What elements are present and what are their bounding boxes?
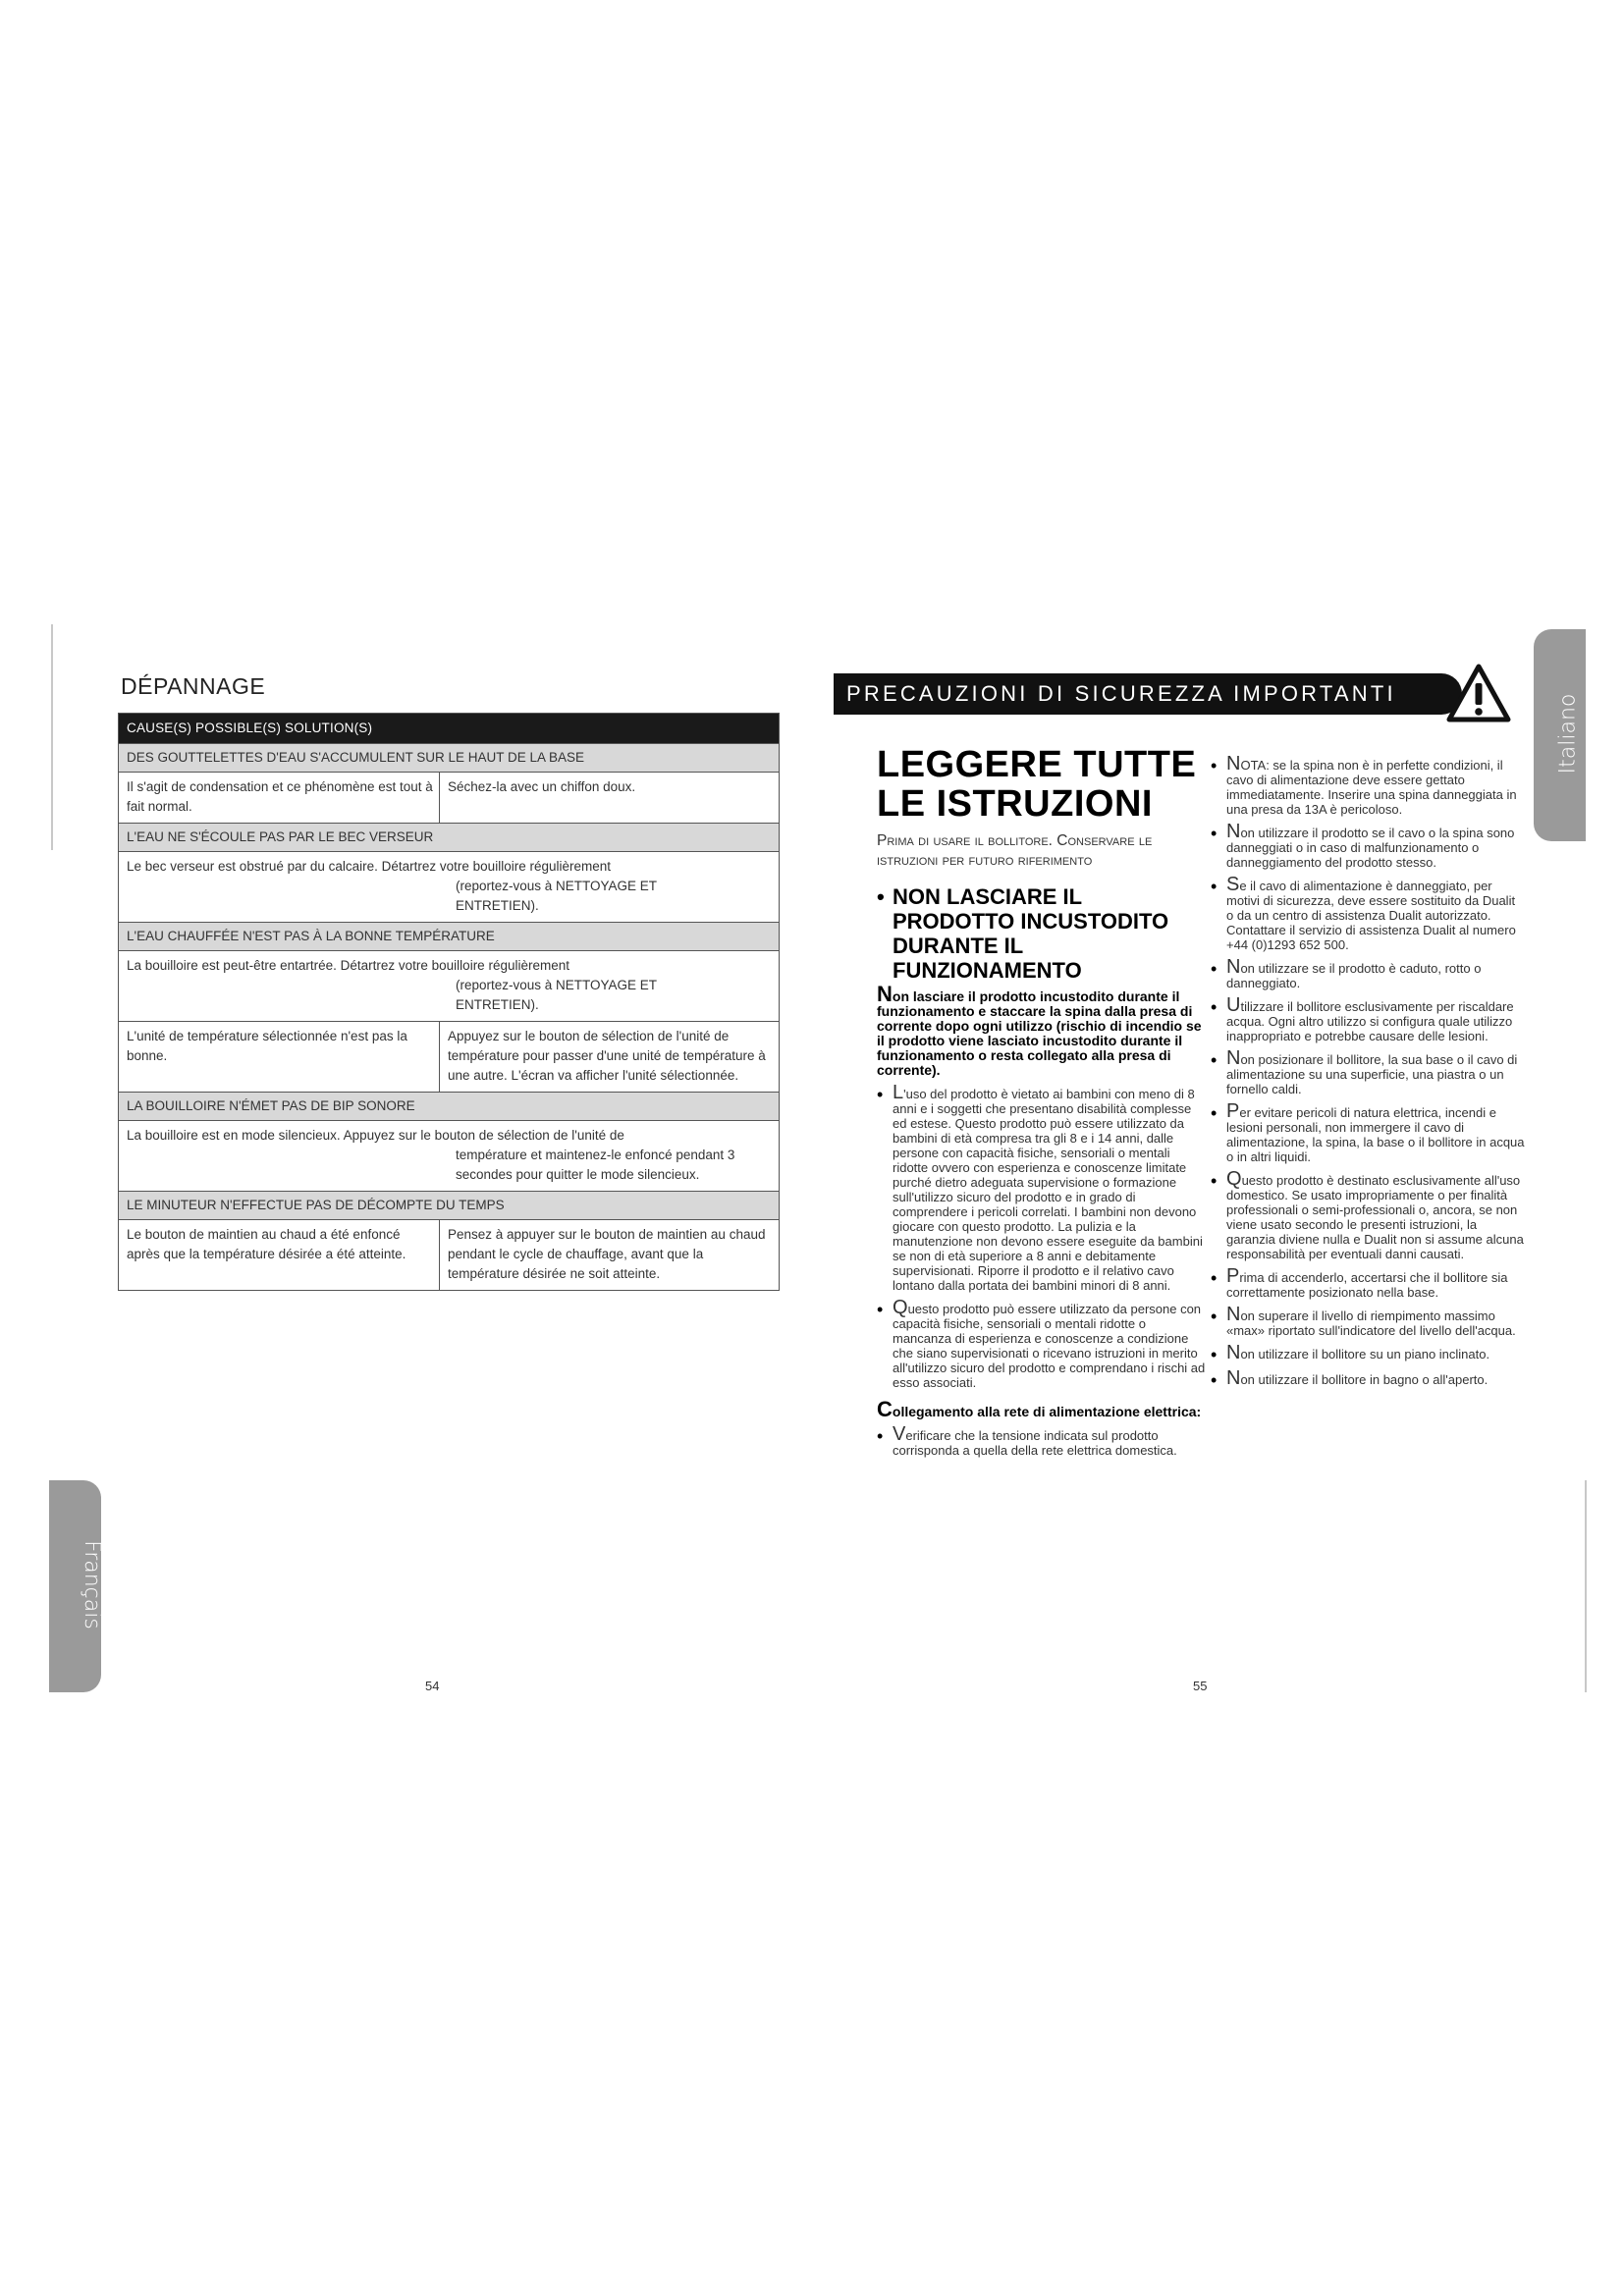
cell-text: (reportez-vous à NETTOYAGE ET bbox=[456, 978, 658, 992]
list-item bbox=[877, 1423, 1206, 1458]
bullet-icon: • bbox=[877, 1426, 884, 1446]
cell-text: La bouilloire est peut-être entartrée. Détartrez votre bouilloire régulièrement bbox=[127, 958, 569, 973]
drop-cap: N bbox=[1226, 1304, 1241, 1325]
bullet-icon: • bbox=[1211, 1307, 1218, 1326]
drop-cap: V bbox=[893, 1423, 906, 1445]
table-row bbox=[119, 1021, 779, 1092]
problem-row: L'EAU CHAUFFÉE N'EST PAS À LA BONNE TEMPÉRATURE bbox=[119, 922, 779, 950]
drop-cap: N bbox=[1226, 1342, 1241, 1363]
list-item bbox=[1211, 994, 1525, 1043]
bullet-icon: • bbox=[1211, 1171, 1218, 1191]
list-item bbox=[877, 1082, 1206, 1293]
bullet-text: erificare che la tensione indicata sul prodotto corrisponda a quella della rete elettrica domestica. bbox=[893, 1428, 1177, 1458]
bullet-icon: • bbox=[1211, 756, 1218, 775]
bullet-icon: • bbox=[877, 1085, 884, 1104]
problem-row: DES GOUTTELETTES D'EAU S'ACCUMULENT SUR LE HAUT DE LA BASE bbox=[119, 743, 779, 772]
bullet-icon: • bbox=[1211, 824, 1218, 843]
bullet-icon: • bbox=[877, 884, 885, 909]
merged-cell bbox=[119, 852, 663, 922]
list-item bbox=[1211, 821, 1525, 870]
bullet-icon: • bbox=[877, 1300, 884, 1319]
bullet-icon: • bbox=[1211, 1268, 1218, 1288]
cause-cell: Le bouton de maintien au chaud a été enfoncé après que la température désirée a été atteinte. bbox=[119, 1220, 440, 1290]
side-tab-francais bbox=[49, 1480, 104, 1692]
right-column-2 bbox=[1211, 753, 1525, 1390]
list-item bbox=[1211, 1304, 1525, 1338]
cell-text: (reportez-vous à NETTOYAGE ET bbox=[456, 879, 658, 893]
page-title: DÉPANNAGE bbox=[121, 673, 266, 699]
drop-cap: Q bbox=[1226, 1168, 1242, 1190]
bullet-text: on posizionare il bollitore, la sua base o il cavo di alimentazione su una superficie, una piastra o un fornello caldi. bbox=[1226, 1052, 1518, 1096]
bullet-text: tilizzare il bollitore esclusivamente per riscaldare acqua. Ogni altro utilizzo si configura quale utilizzo inappropriato e potrebbe causare delle lesioni. bbox=[1226, 999, 1514, 1043]
side-tab-label: Français bbox=[79, 1540, 104, 1629]
table-row bbox=[119, 1120, 779, 1191]
table-row bbox=[119, 1219, 779, 1290]
drop-cap: L bbox=[893, 1082, 904, 1103]
table-header: CAUSE(S) POSSIBLE(S) SOLUTION(S) bbox=[119, 714, 779, 743]
bullet-icon: • bbox=[1211, 1103, 1218, 1123]
drop-cap: C bbox=[877, 1397, 893, 1421]
drop-cap: N bbox=[1226, 821, 1241, 842]
cause-cell: Il s'agit de condensation et ce phénomène est tout à fait normal. bbox=[119, 773, 440, 823]
unattended-heading bbox=[877, 884, 1206, 983]
list-item bbox=[1211, 1342, 1525, 1364]
bullet-text: uesto prodotto può essere utilizzato da persone con capacità fisiche, sensoriali o mentali ridotte o mancanza di esperienza e conoscenze a condizione che siano supervisionati o ricevano istruzioni in merito all'utilizzo sicuro del prodotto e comprendano i rischi ad esso associati. bbox=[893, 1302, 1206, 1390]
cell-text: ENTRETIEN). bbox=[456, 997, 539, 1012]
solution-cell: Séchez-la avec un chiffon doux. bbox=[448, 779, 636, 794]
bullet-text: on superare il livello di riempimento massimo «max» riportato sull'indicatore del livello dell'acqua. bbox=[1226, 1308, 1516, 1338]
bullet-text: uesto prodotto è destinato esclusivamente all'uso domestico. Se usato impropriamente o per finalità professionali o semi-professionali o, ancora, se non viene usato secondo le presenti istruzioni, la garanzia diviene nulla e Dualit non si assume alcuna responsabilità per eventuali danni causati. bbox=[1226, 1173, 1524, 1261]
bullet-text: on utilizzare il bollitore su un piano inclinato. bbox=[1240, 1347, 1490, 1362]
unattended-text bbox=[877, 982, 1206, 1078]
drop-cap: N bbox=[1226, 753, 1241, 774]
page-number: 55 bbox=[1193, 1679, 1208, 1693]
table-row bbox=[119, 851, 779, 922]
bullet-text: er evitare pericoli di natura elettrica, incendi e lesioni personali, non immergere il cavo di alimentazione, la spina, la base o il bollitore in acqua o in altri liquidi. bbox=[1226, 1105, 1525, 1164]
bullet-icon: • bbox=[1211, 877, 1218, 896]
bullet-text: rima di accenderlo, accertarsi che il bollitore sia correttamente posizionato nella base. bbox=[1226, 1270, 1508, 1300]
side-tab-italiano bbox=[1534, 629, 1586, 841]
drop-cap: S bbox=[1226, 874, 1240, 895]
merged-cell bbox=[119, 951, 663, 1021]
bullet-text: on utilizzare se il prodotto è caduto, rotto o danneggiato. bbox=[1226, 961, 1482, 990]
side-tab-label: Italiano bbox=[1555, 693, 1581, 774]
drop-cap: N bbox=[1226, 1367, 1241, 1389]
list-item bbox=[1211, 1047, 1525, 1096]
cell-text: Le bec verseur est obstrué par du calcaire. Détartrez votre bouilloire régulièrement bbox=[127, 859, 611, 874]
bullet-text: OTA: se la spina non è in perfette condizioni, il cavo di alimentazione deve essere gettato immediatamente. Inserire una spina danneggiata in una presa da 13A è pericoloso. bbox=[1226, 758, 1517, 817]
list-item bbox=[1211, 874, 1525, 952]
drop-cap: P bbox=[1226, 1265, 1240, 1287]
unattended-heading-text: NON LASCIARE IL PRODOTTO INCUSTODITO DURANTE IL FUNZIONAMENTO bbox=[893, 884, 1169, 983]
bullet-icon: • bbox=[1211, 1345, 1218, 1364]
table-row bbox=[119, 772, 779, 823]
banner-title: PRECAUZIONI DI SICUREZZA IMPORTANTI bbox=[846, 681, 1396, 706]
list-item bbox=[1211, 1367, 1525, 1390]
right-column-1 bbox=[877, 745, 1206, 1458]
list-item bbox=[1211, 1265, 1525, 1300]
bullet-icon: • bbox=[1211, 1370, 1218, 1390]
cause-cell: L'unité de température sélectionnée n'est pas la bonne. bbox=[119, 1022, 440, 1092]
cell-text: température et maintenez-le enfoncé pendant 3 bbox=[456, 1148, 735, 1162]
solution-cell: Appuyez sur le bouton de sélection de l'unité de température pour passer d'une unité de température à une autre. L'écran va afficher l'unité sélectionnée. bbox=[448, 1029, 766, 1083]
problem-row: LE MINUTEUR N'EFFECTUE PAS DE DÉCOMPTE DU TEMPS bbox=[119, 1191, 779, 1219]
list-item bbox=[877, 1297, 1206, 1390]
cell-text: La bouilloire est en mode silencieux. Appuyez sur le bouton de sélection de l'unité de bbox=[127, 1128, 624, 1143]
drop-cap: Q bbox=[893, 1297, 908, 1318]
list-item bbox=[1211, 956, 1525, 990]
bullet-icon: • bbox=[1211, 997, 1218, 1017]
cell-text: secondes pour quitter le mode silencieux. bbox=[456, 1167, 700, 1182]
table-row bbox=[119, 950, 779, 1021]
page-number: 54 bbox=[425, 1679, 440, 1693]
problem-row: LA BOUILLOIRE N'ÉMET PAS DE BIP SONORE bbox=[119, 1092, 779, 1120]
main-heading: LEGGERE TUTTE LE ISTRUZIONI bbox=[877, 744, 1197, 825]
drop-cap: P bbox=[1226, 1100, 1240, 1122]
list-item bbox=[1211, 1100, 1525, 1164]
list-item bbox=[1211, 1168, 1525, 1261]
power-heading-text: ollegamento alla rete di alimentazione elettrica: bbox=[892, 1404, 1202, 1419]
bullet-icon: • bbox=[1211, 1050, 1218, 1070]
bullet-icon: • bbox=[1211, 959, 1218, 979]
left-page-edge bbox=[51, 624, 53, 850]
solution-cell: Pensez à appuyer sur le bouton de maintien au chaud pendant le cycle de chauffage, avant que la température désirée ne soit atteinte. bbox=[448, 1227, 766, 1281]
cell-text: ENTRETIEN). bbox=[456, 898, 539, 913]
drop-cap: U bbox=[1226, 994, 1241, 1016]
drop-cap: N bbox=[1226, 956, 1241, 978]
bullet-text: on utilizzare il bollitore in bagno o all'aperto. bbox=[1240, 1372, 1489, 1387]
bullet-text: 'uso del prodotto è vietato ai bambini con meno di 8 anni e i soggetti che presentano disabilità complesse ed estese. Questo prodotto può essere utilizzato da bambini di età compresa tra gli 8 e i 14 anni, dalle persone con capacità fisiche, sensoriali o mentali ridotte ovvero con esperienza e conoscenze limitate purché dietro adeguata supervisione o formazione sull'utilizzo sicuro del prodotto e in grado di comprendere i pericoli correlati. I bambini non devono giocare con questo prodotto. La pulizia e la manutenzione non devono essere eseguite da bambini se non di età superiore a 8 anni e debitamente supervisionati. Riporre il prodotto e il relativo cavo lontano dalla portata dei bambini minori di 8 anni. bbox=[893, 1087, 1203, 1293]
problem-row: L'EAU NE S'ÉCOULE PAS PAR LE BEC VERSEUR bbox=[119, 823, 779, 851]
paragraph-text: on lasciare il prodotto incustodito durante il funzionamento e staccare la spina dalla presa di corrente dopo ogni utilizzo (rischio di incendio se il prodotto viene lasciato incustodito durante il funzionamento o resta collegato alla presa di corrente). bbox=[877, 988, 1202, 1078]
right-page-edge bbox=[1585, 1480, 1587, 1692]
merged-cell bbox=[119, 1121, 740, 1191]
bullet-text: on utilizzare il prodotto se il cavo o la spina sono danneggiati o in caso di malfunzionamento o danneggiamento del prodotto stesso. bbox=[1226, 826, 1515, 870]
list-item bbox=[1211, 753, 1525, 817]
warning-triangle-icon bbox=[1446, 664, 1511, 727]
sub-heading: Prima di usare il bollitore. Conservare le istruzioni per futuro riferimento bbox=[877, 832, 1153, 869]
drop-cap: N bbox=[1226, 1047, 1241, 1069]
bullet-text: e il cavo di alimentazione è danneggiato, per motivi di sicurezza, deve essere sostituito da Dualit o da un centro di assistenza Dualit autorizzato. Contattare il servizio di assistenza Dualit al numero +44 (0)1293 652 500. bbox=[1226, 879, 1516, 952]
power-heading bbox=[877, 1397, 1206, 1421]
troubleshooting-table bbox=[118, 713, 780, 1291]
drop-cap: N bbox=[877, 982, 893, 1006]
